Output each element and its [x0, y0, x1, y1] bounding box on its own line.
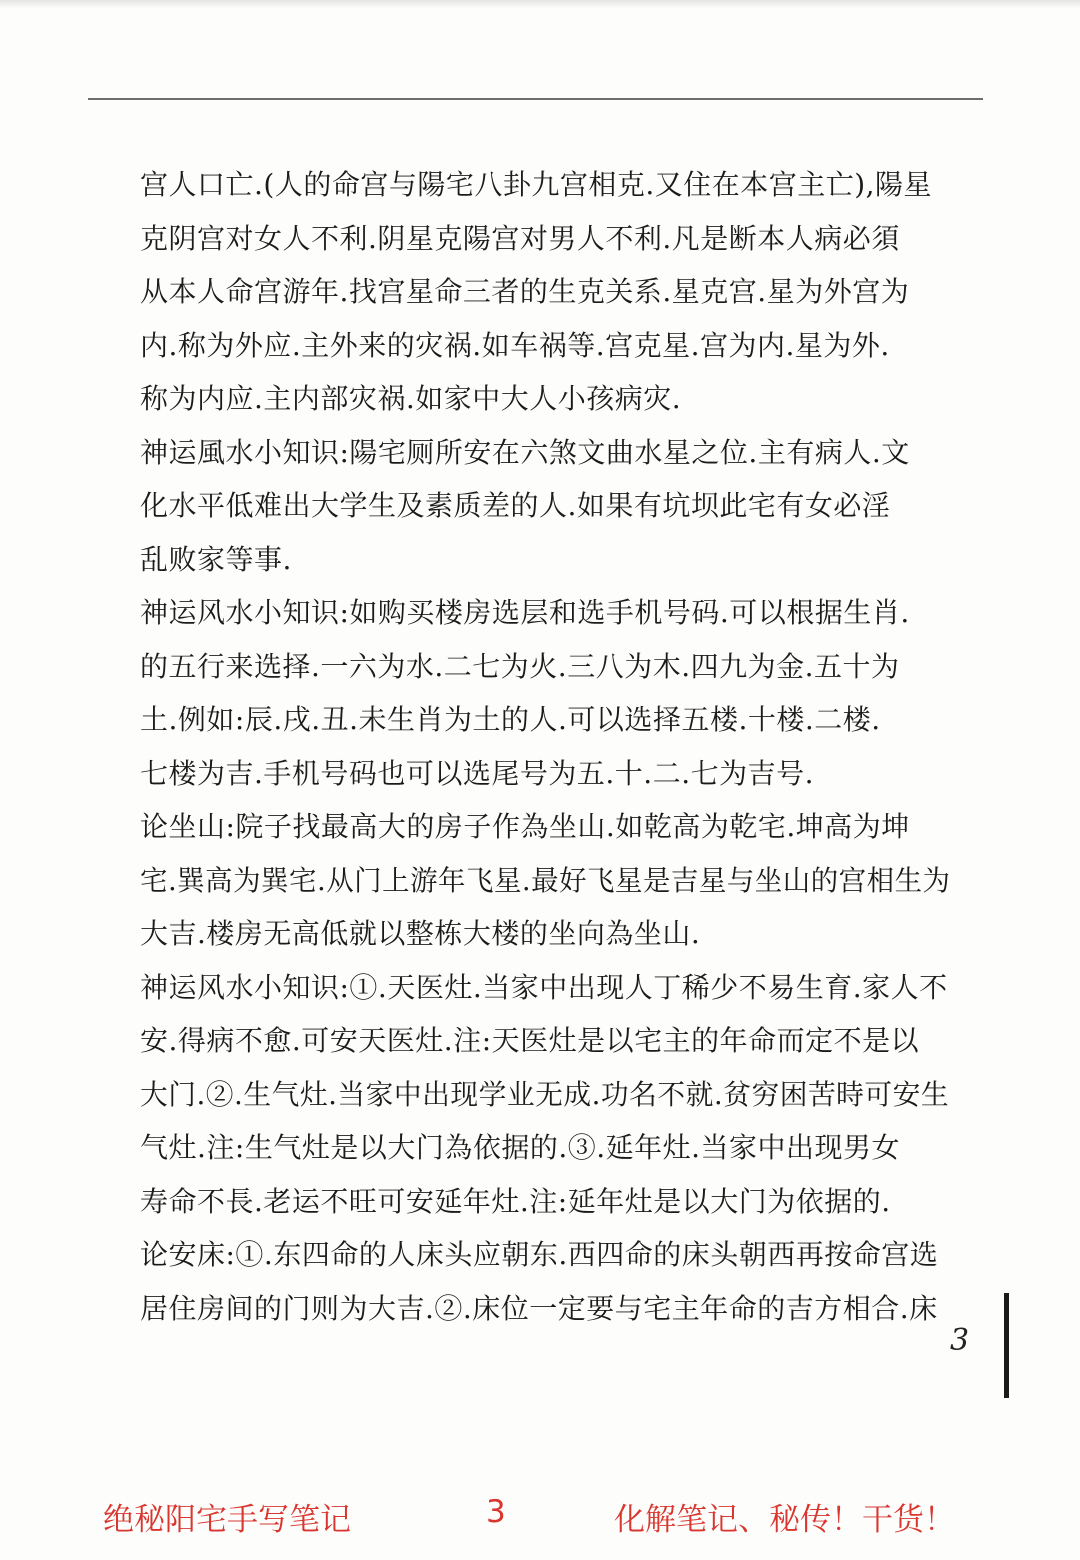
- margin-binding-bar: [1004, 1293, 1009, 1398]
- text-line: 土.例如:辰.戌.丑.未生肖为土的人.可以选择五楼.十楼.二楼.: [140, 703, 881, 736]
- footer-title: 绝秘阳宅手写笔记: [103, 1502, 351, 1538]
- text-line: 论安床:①.东四命的人床头应朝东.西四命的床头朝西再按命宫选: [140, 1238, 939, 1271]
- text-line: 安.得病不愈.可安天医灶.注:天医灶是以宅主的年命而定不是以: [140, 1024, 920, 1057]
- page-top-edge: [0, 0, 1080, 8]
- footer-banner: [0, 1480, 1080, 1550]
- text-line: 大门.②.生气灶.当家中出现学业无成.功名不就.贫穷困苦時可安生: [140, 1077, 950, 1111]
- text-line: 论坐山:院子找最高大的房子作為坐山.如乾高为乾宅.坤高为坤: [140, 810, 910, 843]
- footer-page-number: 3: [486, 1494, 506, 1530]
- text-line: 七楼为吉.手机号码也可以选尾号为五.十.二.七为吉号.: [140, 756, 815, 790]
- footer-slogan: 化解笔记、秘传！干货！: [614, 1502, 955, 1538]
- handwritten-body: [140, 158, 950, 1335]
- text-line: 宫人口亡.(人的命宫与陽宅八卦九宫相克.又住在本宫主亡),陽星: [140, 168, 933, 201]
- text-line: 从本人命宫游年.找宫星命三者的生克关系.星克宫.星为外宫为: [140, 275, 910, 308]
- text-line: 寿命不長.老运不旺可安延年灶.注:延年灶是以大门为依据的.: [140, 1184, 891, 1218]
- text-line: 克阴宫对女人不利.阴星克陽宫对男人不利.凡是断本人病必須: [140, 221, 900, 255]
- text-line: 内.称为外应.主外来的灾祸.如车祸等.宫克星.宫为内.星为外.: [140, 328, 890, 362]
- text-line: 神运風水小知识:陽宅厕所安在六煞文曲水星之位.主有病人.文: [140, 435, 910, 469]
- text-line: 化水平低难出大学生及素质差的人.如果有坑坝此宅有女必淫: [140, 489, 891, 522]
- text-line: 大吉.楼房无高低就以整栋大楼的坐向為坐山.: [140, 917, 701, 950]
- text-line: 居住房间的门则为大吉.②.床位一定要与宅主年命的吉方相合.床: [140, 1291, 938, 1325]
- header-rule: [88, 98, 983, 100]
- text-line: 的五行来选择.一六为水.二七为火.三八为木.四九为金.五十为: [140, 649, 900, 683]
- text-line: 神运风水小知识:如购买楼房选层和选手机号码.可以根据生肖.: [140, 596, 910, 629]
- text-line: 称为内应.主内部灾祸.如家中大人小孩病灾.: [140, 382, 682, 415]
- text-line: 乱败家等事.: [140, 542, 292, 576]
- text-line: 气灶.注:生气灶是以大门為依据的.③.延年灶.当家中出现男女: [140, 1131, 901, 1164]
- text-line: 神运风水小知识:①.天医灶.当家中出现人丁稀少不易生育.家人不: [140, 970, 948, 1004]
- text-line: 宅.巽高为巽宅.从门上游年飞星.最好飞星是吉星与坐山的宫相生为: [140, 863, 951, 897]
- handwritten-page-number: 3: [950, 1323, 970, 1358]
